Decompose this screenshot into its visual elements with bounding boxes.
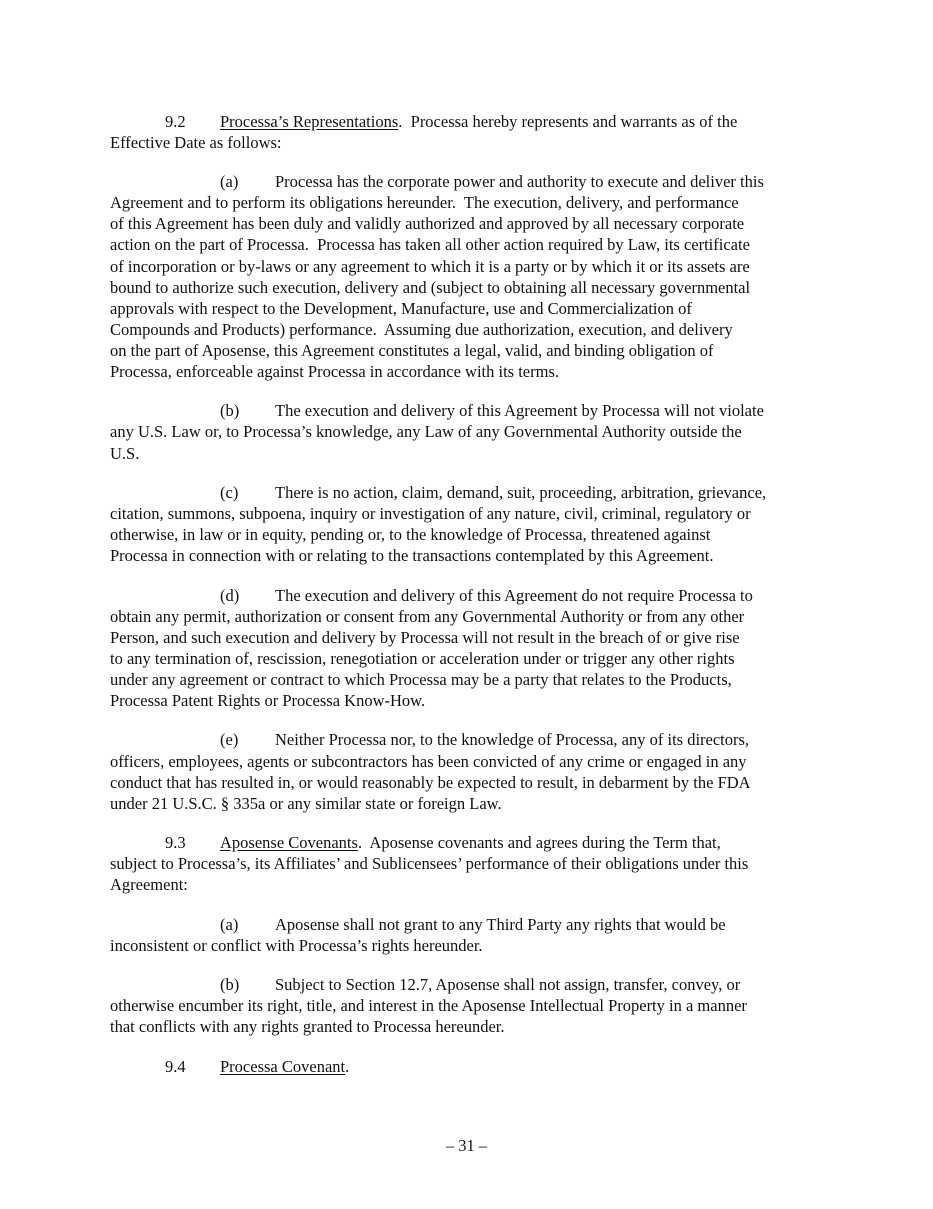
section-intro-line: Effective Date as follows: — [110, 133, 282, 152]
clause-line: citation, summons, subpoena, inquiry or investigation of any nature, civil, criminal, regulatory or — [110, 504, 751, 523]
section-number: 9.4 — [165, 1057, 186, 1076]
clause-first-line: The execution and delivery of this Agreement by Processa will not violate — [275, 401, 764, 420]
clause-line: that conflicts with any rights granted to Processa hereunder. — [110, 1017, 505, 1036]
section-heading-line — [220, 111, 737, 132]
clause-line: obtain any permit, authorization or consent from any Governmental Authority or from any other — [110, 607, 745, 626]
clause-first-line: Aposense shall not grant to any Third Party any rights that would be — [275, 915, 726, 934]
section-intro-line: Agreement: — [110, 875, 188, 894]
clause-line: any U.S. Law or, to Processa’s knowledge, any Law of any Governmental Authority outside the — [110, 422, 742, 441]
section-heading: Processa’s Representations — [220, 112, 399, 131]
clause-line: on the part of Aposense, this Agreement constitutes a legal, valid, and binding obligation of — [110, 341, 714, 360]
clause-line: Person, and such execution and delivery by Processa will not result in the breach of or give rise — [110, 628, 740, 647]
clause-line: conduct that has resulted in, or would reasonably be expected to result, in debarment by the FDA — [110, 773, 751, 792]
clause-line: inconsistent or conflict with Processa’s rights hereunder. — [110, 936, 483, 955]
heading-period: . — [398, 112, 403, 131]
clause-line: under 21 U.S.C. § 335a or any similar state or foreign Law. — [110, 794, 502, 813]
section-number: 9.2 — [165, 112, 186, 131]
clause-line: of incorporation or by-laws or any agreement to which it is a party or by which it or its assets are — [110, 257, 750, 276]
section-number: 9.3 — [165, 833, 186, 852]
clause-label: (a) — [220, 915, 239, 934]
clause-first-line: Subject to Section 12.7, Aposense shall not assign, transfer, convey, or — [275, 975, 741, 994]
clause-label: (b) — [220, 975, 240, 994]
clause-first-line: There is no action, claim, demand, suit, proceeding, arbitration, grievance, — [275, 483, 767, 502]
page-number: – 31 – — [445, 1136, 488, 1155]
section-intro: Aposense covenants and agrees during the Term that, — [362, 833, 721, 852]
clause-label: (b) — [220, 401, 240, 420]
clause-line: otherwise encumber its right, title, and interest in the Aposense Intellectual Property in a manner — [110, 996, 747, 1015]
section-intro: Processa hereby represents and warrants as of the — [402, 112, 738, 131]
heading-period: . — [357, 833, 363, 852]
clause-line: of this Agreement has been duly and validly authorized and approved by all necessary corporate — [110, 214, 745, 233]
clause-line: approvals with respect to the Development, Manufacture, use and Commercialization of — [110, 299, 692, 318]
clause-label: (c) — [220, 483, 239, 502]
clause-line: to any termination of, rescission, renegotiation or acceleration under or trigger any other rights — [110, 649, 735, 668]
clause-line: Agreement and to perform its obligations hereunder. The execution, delivery, and performance — [110, 193, 739, 212]
clause-first-line: The execution and delivery of this Agreement do not require Processa to — [275, 586, 753, 605]
clause-line: Processa in connection with or relating to the transactions contemplated by this Agreement. — [110, 546, 714, 565]
section-heading-line — [220, 832, 721, 853]
section-heading: Processa Covenant — [220, 1057, 346, 1076]
clause-line: otherwise, in law or in equity, pending or, to the knowledge of Processa, threatened against — [110, 525, 711, 544]
clause-line: bound to authorize such execution, delivery and (subject to obtaining all necessary governmental — [110, 278, 751, 297]
section-heading-line — [220, 1056, 349, 1077]
clause-line: U.S. — [110, 444, 140, 463]
section-heading: Aposense Covenants — [220, 833, 358, 852]
clause-line: officers, employees, agents or subcontractors has been convicted of any crime or engaged in any — [110, 752, 747, 771]
heading-period: . — [345, 1057, 350, 1076]
clause-line: Processa, enforceable against Processa in accordance with its terms. — [110, 362, 559, 381]
clause-first-line: Neither Processa nor, to the knowledge of Processa, any of its directors, — [275, 730, 750, 749]
clause-label: (d) — [220, 586, 240, 605]
clause-line: under any agreement or contract to which Processa may be a party that relates to the Products, — [110, 670, 732, 689]
clause-label: (a) — [220, 172, 239, 191]
clause-line: Compounds and Products) performance. Assuming due authorization, execution, and delivery — [110, 320, 733, 339]
section-intro-line: subject to Processa’s, its Affiliates’ and Sublicensees’ performance of their obligations under this — [110, 854, 749, 873]
clause-line: action on the part of Processa. Processa has taken all other action required by Law, its certificate — [110, 235, 750, 254]
clause-first-line: Processa has the corporate power and authority to execute and deliver this — [275, 172, 764, 191]
clause-label: (e) — [220, 730, 239, 749]
clause-line: Processa Patent Rights or Processa Know-How. — [110, 691, 426, 710]
